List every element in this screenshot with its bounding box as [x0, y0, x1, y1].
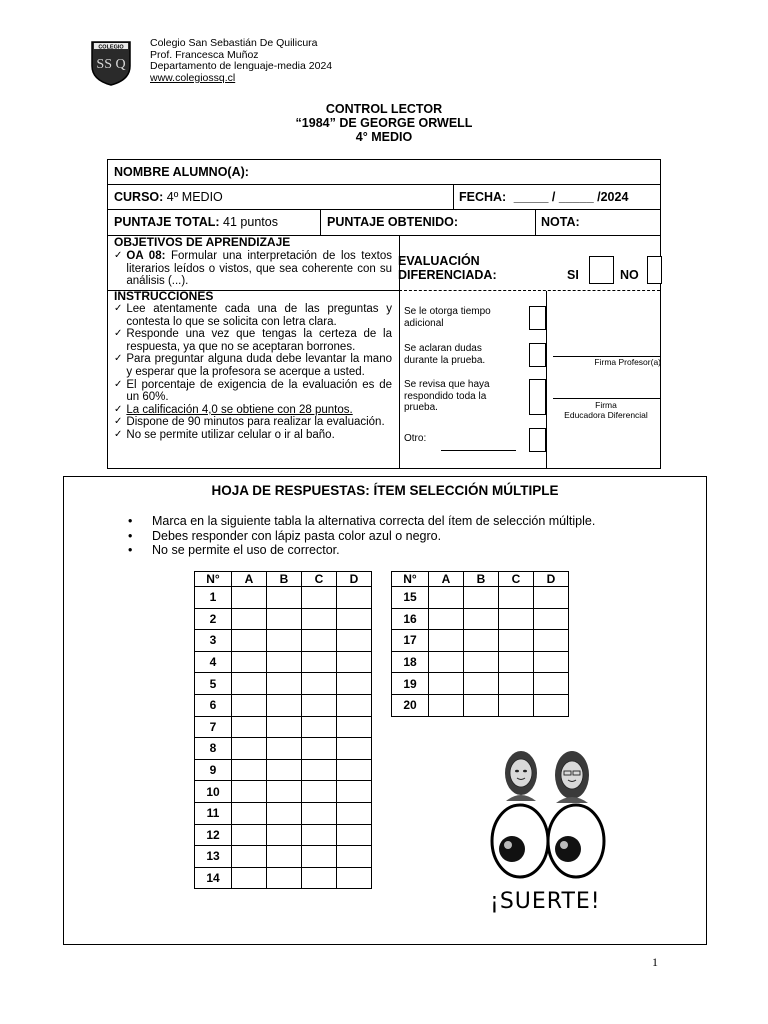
check-icon: ✓ [114, 353, 123, 365]
answer-cell-d[interactable] [337, 630, 372, 652]
answer-cell-d[interactable] [534, 608, 569, 630]
instruction-item: ✓ El porcentaje de exigencia de la evaluación es de un 60%. [114, 378, 392, 404]
question-number: 3 [195, 630, 232, 652]
answer-row [195, 651, 372, 673]
good-luck-text: ¡SUERTE! [490, 889, 601, 914]
answer-cell-c[interactable] [302, 802, 337, 824]
educator-signature-line[interactable] [553, 398, 660, 399]
adaptation-extra-time-checkbox[interactable] [529, 306, 546, 330]
instructions-list [114, 303, 392, 442]
answer-cell-a[interactable] [232, 867, 267, 889]
department: Departamento de lenguaje-media 2024 [150, 60, 333, 73]
answer-cell-d[interactable] [337, 694, 372, 716]
answer-cell-d[interactable] [534, 694, 569, 716]
obtained-score-label: PUNTAJE OBTENIDO: [327, 215, 459, 229]
answer-cell-d[interactable] [337, 738, 372, 760]
answer-cell-b[interactable] [267, 759, 302, 781]
course-field [114, 190, 223, 204]
adaptation-review-checkbox[interactable] [529, 379, 546, 415]
document-title [0, 102, 768, 144]
answer-cell-a[interactable] [429, 608, 464, 630]
answer-cell-d[interactable] [337, 759, 372, 781]
answer-row [392, 587, 569, 609]
answer-row [195, 694, 372, 716]
answer-row [392, 694, 569, 716]
answer-row [195, 759, 372, 781]
instructions-label: INSTRUCCIONES [114, 289, 214, 303]
page-number: 1 [652, 955, 658, 969]
question-number: 6 [195, 694, 232, 716]
answer-row [392, 673, 569, 695]
column-header-number: N° [392, 572, 429, 587]
date-value: _____ / _____ /2024 [513, 190, 629, 204]
answer-cell-c[interactable] [499, 630, 534, 652]
question-number: 19 [392, 673, 429, 695]
answer-cell-c[interactable] [302, 630, 337, 652]
check-icon: ✓ [114, 403, 123, 415]
answer-cell-b[interactable] [267, 846, 302, 868]
answer-cell-c[interactable] [302, 738, 337, 760]
column-header-c: C [499, 572, 534, 587]
girl-avatar-right-icon [555, 751, 589, 803]
answer-cell-b[interactable] [267, 630, 302, 652]
answer-cell-c[interactable] [499, 673, 534, 695]
oa-code: OA 08: [126, 250, 166, 262]
answer-cell-a[interactable] [232, 846, 267, 868]
question-number: 15 [392, 587, 429, 609]
no-checkbox[interactable] [647, 256, 662, 284]
answer-cell-b[interactable] [267, 673, 302, 695]
answer-cell-d[interactable] [337, 846, 372, 868]
student-name-label: NOMBRE ALUMNO(A): [114, 165, 249, 179]
answer-row [195, 824, 372, 846]
answer-cell-c[interactable] [302, 846, 337, 868]
teacher-name: Prof. Francesca Muñoz [150, 48, 259, 61]
question-number: 7 [195, 716, 232, 738]
school-logo [90, 40, 132, 86]
answer-row [195, 802, 372, 824]
question-number: 4 [195, 651, 232, 673]
answer-cell-d[interactable] [337, 867, 372, 889]
answer-cell-c[interactable] [499, 587, 534, 609]
answer-cell-b[interactable] [464, 694, 499, 716]
student-info-table [107, 159, 661, 469]
answer-cell-a[interactable] [232, 781, 267, 803]
answer-cell-b[interactable] [464, 630, 499, 652]
adaptation-other-label: Otro: [404, 433, 427, 444]
date-field [459, 190, 628, 204]
answer-row [195, 630, 372, 652]
answer-cell-b[interactable] [267, 802, 302, 824]
oa-text: Formular una interpretación de los textos literarios leídos o vistos, que sea coherente con su análisis (...). [126, 250, 392, 288]
check-icon: ✓ [114, 416, 123, 428]
answer-row [195, 867, 372, 889]
answer-cell-d[interactable] [337, 651, 372, 673]
cartoon-eyes-icon [492, 805, 604, 877]
answer-cell-c[interactable] [302, 608, 337, 630]
answer-cell-b[interactable] [267, 738, 302, 760]
answer-cell-b[interactable] [464, 673, 499, 695]
answer-cell-d[interactable] [337, 673, 372, 695]
cartoon-eyes-illustration [488, 745, 612, 881]
answer-cell-c[interactable] [302, 651, 337, 673]
answer-cell-a[interactable] [232, 738, 267, 760]
answer-cell-d[interactable] [534, 673, 569, 695]
answer-cell-b[interactable] [267, 716, 302, 738]
total-score-value: 41 puntos [223, 215, 278, 229]
answer-cell-c[interactable] [302, 694, 337, 716]
instruction-item: ✓ Para preguntar alguna duda debe levantar la mano y esperar que la profesora se acerque a usted. [114, 353, 392, 378]
answer-cell-d[interactable] [337, 587, 372, 609]
answer-instruction-item: • No se permite el uso de corrector. [124, 543, 595, 558]
answer-row [195, 608, 372, 630]
website-link[interactable]: www.colegiossq.cl [150, 71, 236, 84]
question-number: 5 [195, 673, 232, 695]
answer-cell-b[interactable] [464, 608, 499, 630]
answer-cell-a[interactable] [429, 694, 464, 716]
column-header-b: B [267, 572, 302, 587]
column-header-d: D [534, 572, 569, 587]
question-number: 11 [195, 802, 232, 824]
answer-row [392, 651, 569, 673]
answer-cell-c[interactable] [302, 824, 337, 846]
answer-cell-b[interactable] [267, 824, 302, 846]
course-label: CURSO: [114, 190, 164, 204]
answer-row [392, 630, 569, 652]
teacher-signature-label: Firma Profesor(a) [594, 357, 661, 367]
answer-cell-a[interactable] [429, 630, 464, 652]
answer-row [195, 587, 372, 609]
logo-letters: SS Q [96, 57, 126, 72]
si-checkbox[interactable] [589, 256, 614, 284]
total-score-label: PUNTAJE TOTAL: [114, 215, 220, 229]
answer-row [195, 673, 372, 695]
answer-cell-c[interactable] [302, 759, 337, 781]
total-score-field [114, 215, 278, 229]
no-label: NO [620, 268, 639, 282]
differentiated-eval-label-2: DIFERENCIADA: [398, 268, 497, 282]
answer-cell-b[interactable] [267, 867, 302, 889]
instruction-item: ✓ Dispone de 90 minutos para realizar la evaluación. [114, 416, 385, 429]
answer-cell-b[interactable] [267, 781, 302, 803]
adaptation-extra-time: Se le otorga tiempo adicional [404, 306, 491, 329]
course-value: 4º MEDIO [166, 190, 223, 204]
answer-cell-a[interactable] [429, 587, 464, 609]
answer-cell-b[interactable] [267, 694, 302, 716]
si-label: SI [567, 268, 579, 282]
check-icon: ✓ [114, 328, 123, 340]
answer-cell-c[interactable] [302, 673, 337, 695]
answer-row [195, 738, 372, 760]
adaptation-review: Se revisa que haya respondido toda la prueba. [404, 379, 490, 413]
question-number: 16 [392, 608, 429, 630]
answer-cell-d[interactable] [534, 630, 569, 652]
answer-cell-c[interactable] [499, 608, 534, 630]
answer-cell-a[interactable] [232, 630, 267, 652]
answer-sheet-title: HOJA DE RESPUESTAS: ÍTEM SELECCIÓN MÚLTIPLE [211, 483, 559, 498]
answer-cell-a[interactable] [232, 824, 267, 846]
answer-cell-c[interactable] [302, 867, 337, 889]
answer-cell-a[interactable] [232, 802, 267, 824]
answer-instruction-item: • Marca en la siguiente tabla la alternativa correcta del ítem de selección múltiple. [124, 514, 595, 529]
answer-cell-a[interactable] [232, 673, 267, 695]
answer-row [195, 716, 372, 738]
question-number: 14 [195, 867, 232, 889]
answer-sheet-instructions [124, 514, 595, 558]
answer-cell-d[interactable] [337, 608, 372, 630]
question-number: 13 [195, 846, 232, 868]
check-icon: ✓ [114, 303, 123, 314]
question-number: 20 [392, 694, 429, 716]
answer-cell-d[interactable] [337, 824, 372, 846]
answer-table-left [194, 571, 372, 889]
answer-cell-c[interactable] [499, 694, 534, 716]
answer-cell-c[interactable] [302, 587, 337, 609]
answer-row [195, 781, 372, 803]
instruction-item: ✓ Lee atentamente cada una de las preguntas y contesta lo que se solicita con letra clara. [114, 303, 392, 328]
column-header-b: B [464, 572, 499, 587]
instruction-item: ✓ Responde una vez que tengas la certeza de la respuesta, ya que no se aceptaran borrones. [114, 328, 392, 353]
answer-row [195, 846, 372, 868]
answer-cell-b[interactable] [267, 608, 302, 630]
question-number: 8 [195, 738, 232, 760]
answer-cell-a[interactable] [232, 694, 267, 716]
grade-label: NOTA: [541, 215, 580, 229]
date-label: FECHA: [459, 190, 507, 204]
adaptation-other-line[interactable] [441, 450, 516, 451]
answer-instruction-item: • Debes responder con lápiz pasta color azul o negro. [124, 529, 595, 544]
answer-table-right [391, 571, 569, 717]
column-header-a: A [429, 572, 464, 587]
objectives-label: OBJETIVOS DE APRENDIZAJE [114, 235, 291, 249]
instruction-item: ✓ La calificación 4,0 se obtiene con 28 puntos. [114, 403, 353, 416]
adaptation-clarify-doubts-checkbox[interactable] [529, 343, 546, 367]
column-header-d: D [337, 572, 372, 587]
column-header-a: A [232, 572, 267, 587]
instruction-item: ✓ No se permite utilizar celular o ir al baño. [114, 428, 335, 441]
title-line-3: 4° MEDIO [355, 130, 413, 144]
column-header-c: C [302, 572, 337, 587]
question-number: 10 [195, 781, 232, 803]
logo-text: COLEGIO [98, 44, 124, 51]
question-number: 2 [195, 608, 232, 630]
answer-cell-a[interactable] [232, 651, 267, 673]
answer-cell-a[interactable] [232, 716, 267, 738]
answer-cell-a[interactable] [429, 673, 464, 695]
question-number: 12 [195, 824, 232, 846]
girl-avatar-left-icon [505, 751, 537, 801]
answer-sheet [63, 476, 707, 945]
column-header-number: N° [195, 572, 232, 587]
title-line-2: “1984” DE GEORGE ORWELL [295, 116, 473, 130]
objective-oa08 [114, 250, 392, 288]
question-number: 18 [392, 651, 429, 673]
answer-cell-b[interactable] [267, 651, 302, 673]
adaptation-clarify-doubts: Se aclaran dudas durante la prueba. [404, 343, 486, 366]
adaptation-other-checkbox[interactable] [529, 428, 546, 452]
answer-cell-a[interactable] [232, 608, 267, 630]
answer-cell-b[interactable] [464, 651, 499, 673]
check-icon: ✓ [114, 428, 123, 440]
answer-cell-d[interactable] [337, 781, 372, 803]
answer-cell-c[interactable] [302, 716, 337, 738]
differentiated-eval-label [398, 254, 497, 282]
check-icon: ✓ [114, 378, 123, 390]
school-name: Colegio San Sebastián De Quilicura [150, 37, 318, 49]
school-info [150, 38, 332, 84]
answer-cell-c[interactable] [302, 781, 337, 803]
title-line-1: CONTROL LECTOR [325, 102, 443, 116]
answer-cell-d[interactable] [534, 587, 569, 609]
answer-cell-b[interactable] [464, 587, 499, 609]
answer-cell-a[interactable] [232, 759, 267, 781]
answer-cell-c[interactable] [499, 651, 534, 673]
check-icon: ✓ [114, 250, 123, 261]
answer-row [392, 608, 569, 630]
answer-cell-d[interactable] [534, 651, 569, 673]
question-number: 1 [195, 587, 232, 609]
answer-cell-d[interactable] [337, 716, 372, 738]
educator-signature-label: Firma Educadora Diferencial [564, 400, 648, 420]
answer-cell-a[interactable] [232, 587, 267, 609]
answer-cell-a[interactable] [429, 651, 464, 673]
differentiated-eval-label-1: EVALUACIÓN [398, 254, 480, 268]
answer-cell-b[interactable] [267, 587, 302, 609]
question-number: 17 [392, 630, 429, 652]
answer-cell-d[interactable] [337, 802, 372, 824]
question-number: 9 [195, 759, 232, 781]
